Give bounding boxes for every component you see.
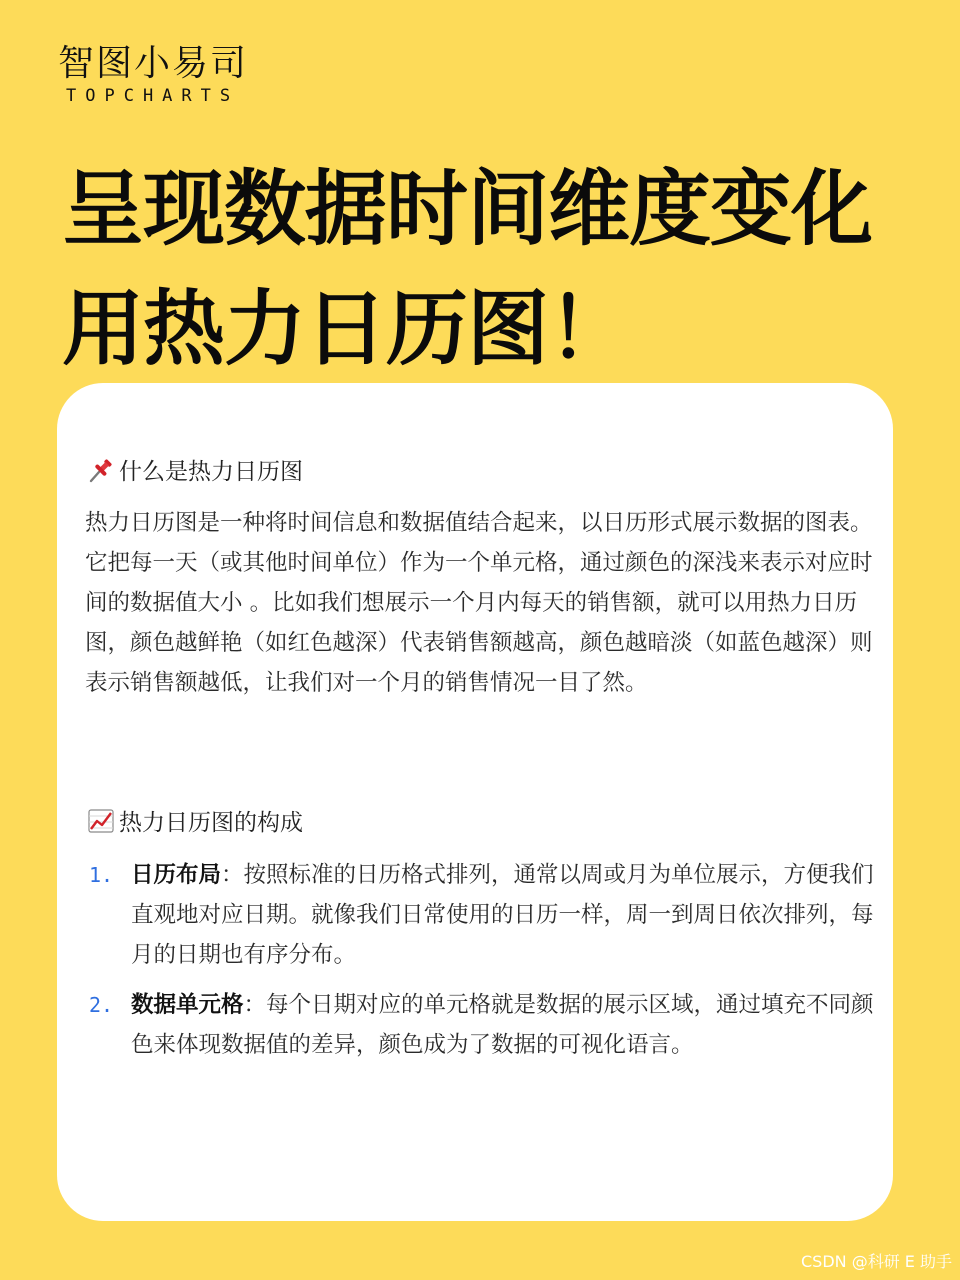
list-item-text: ：每个日期对应的单元格就是数据的展示区域，通过填充不同颜色来体现数据值的差异，颜色成为了数据的可视化语言。 <box>131 992 874 1058</box>
brand-logo <box>58 42 248 106</box>
list-number: 1. <box>89 863 114 887</box>
definition-paragraph: 热力日历图是一种将时间信息和数据值结合起来，以日历形式展示数据的图表。它把每一天（或其他时间单位）作为一个单元格，通过颜色的深浅来表示对应时间的数据值大小 。比如我们想展示一个月内每天的销售额，就可以用热力日历图，颜色越鲜艳（如红色越深）代表销售额越高，颜色越暗淡（如蓝色越深）则表示销售额越低，让我们对一个月的销售情况一目了然。 <box>85 510 873 696</box>
headline-line-2: 用热力日历图！ <box>62 282 630 377</box>
logo-chinese-text: 智图小易司 <box>58 43 249 84</box>
list-item-term: 日历布局 <box>131 862 222 888</box>
list-item-text: ：按照标准的日历格式排列，通常以周或月为单位展示，方便我们直观地对应日期。就像我们日常使用的日历一样，周一到周日依次排列，每月的日期也有序分布。 <box>131 862 874 968</box>
list-number: 2. <box>89 993 114 1017</box>
list-item-body <box>131 855 875 975</box>
pushpin-icon <box>87 456 115 484</box>
section-components-label: 热力日历图的构成 <box>119 810 303 836</box>
content-card <box>57 383 893 1221</box>
section-what-is-title <box>87 453 303 486</box>
section-what-is-label: 什么是热力日历图 <box>119 459 303 485</box>
list-item <box>85 855 875 975</box>
list-item-term: 数据单元格 <box>131 992 244 1018</box>
list-item <box>85 985 875 1065</box>
watermark-text: CSDN @科研 E 助手 <box>801 1252 952 1271</box>
headline-line-1: 呈现数据时间维度变化 <box>62 162 873 257</box>
list-item-body <box>131 985 875 1065</box>
section-components-title <box>87 804 303 837</box>
page-headline <box>62 150 952 390</box>
chart-increasing-icon <box>87 807 115 835</box>
logo-english-text: TOPCHARTS <box>66 86 240 106</box>
